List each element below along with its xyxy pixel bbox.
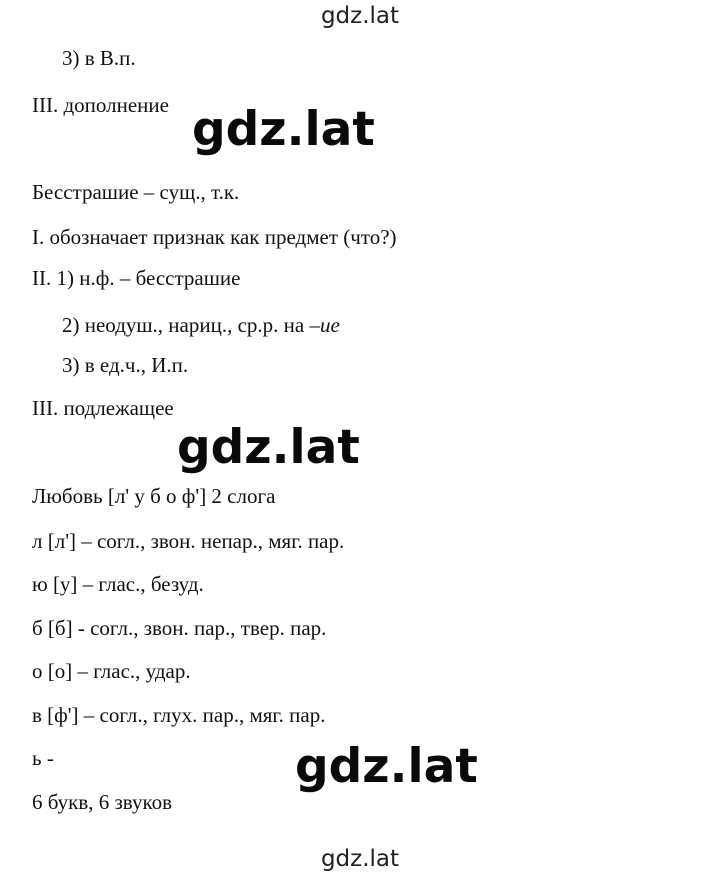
text-line-transcription: Любовь [л' у б о ф'] 2 слога bbox=[32, 484, 276, 508]
watermark-large-1: gdz.lat bbox=[192, 102, 375, 157]
watermark-large-3: gdz.lat bbox=[295, 739, 478, 794]
text-line-role-subject: III. подлежащее bbox=[32, 396, 174, 420]
watermark-top: gdz.lat bbox=[320, 3, 400, 29]
text-line-sound-v: в [ф'] – согл., глух. пар., мяг. пар. bbox=[32, 703, 326, 727]
watermark-bottom: gdz.lat bbox=[320, 846, 400, 872]
text-line-noun-heading: Бесстрашие – сущ., т.к. bbox=[32, 180, 240, 204]
text-line-sound-yu: ю [у] – глас., безуд. bbox=[32, 572, 204, 596]
text-line-constant-features bbox=[62, 312, 340, 338]
text-line-role-object: III. дополнение bbox=[32, 93, 169, 117]
text-line-sound-l: л [л'] – согл., звон. непар., мяг. пар. bbox=[32, 529, 345, 553]
text-line-initial-form: II. 1) н.ф. – бесстрашие bbox=[32, 266, 241, 290]
text-line-number-case: 3) в ед.ч., И.п. bbox=[62, 353, 189, 377]
text-line-case: 3) в В.п. bbox=[62, 46, 136, 70]
ending-italic: –ие bbox=[309, 313, 340, 337]
text-line-sound-o: о [о] – глас., удар. bbox=[32, 659, 191, 683]
text-line-constant-features-main: 2) неодуш., нариц., ср.р. на bbox=[62, 313, 310, 337]
watermark-large-2: gdz.lat bbox=[177, 420, 360, 475]
text-line-count: 6 букв, 6 звуков bbox=[32, 790, 173, 814]
text-line-soft-sign: ь - bbox=[32, 746, 54, 770]
text-line-meaning: I. обозначает признак как предмет (что?) bbox=[32, 225, 397, 249]
text-line-sound-b: б [б] - согл., звон. пар., твер. пар. bbox=[32, 616, 327, 640]
